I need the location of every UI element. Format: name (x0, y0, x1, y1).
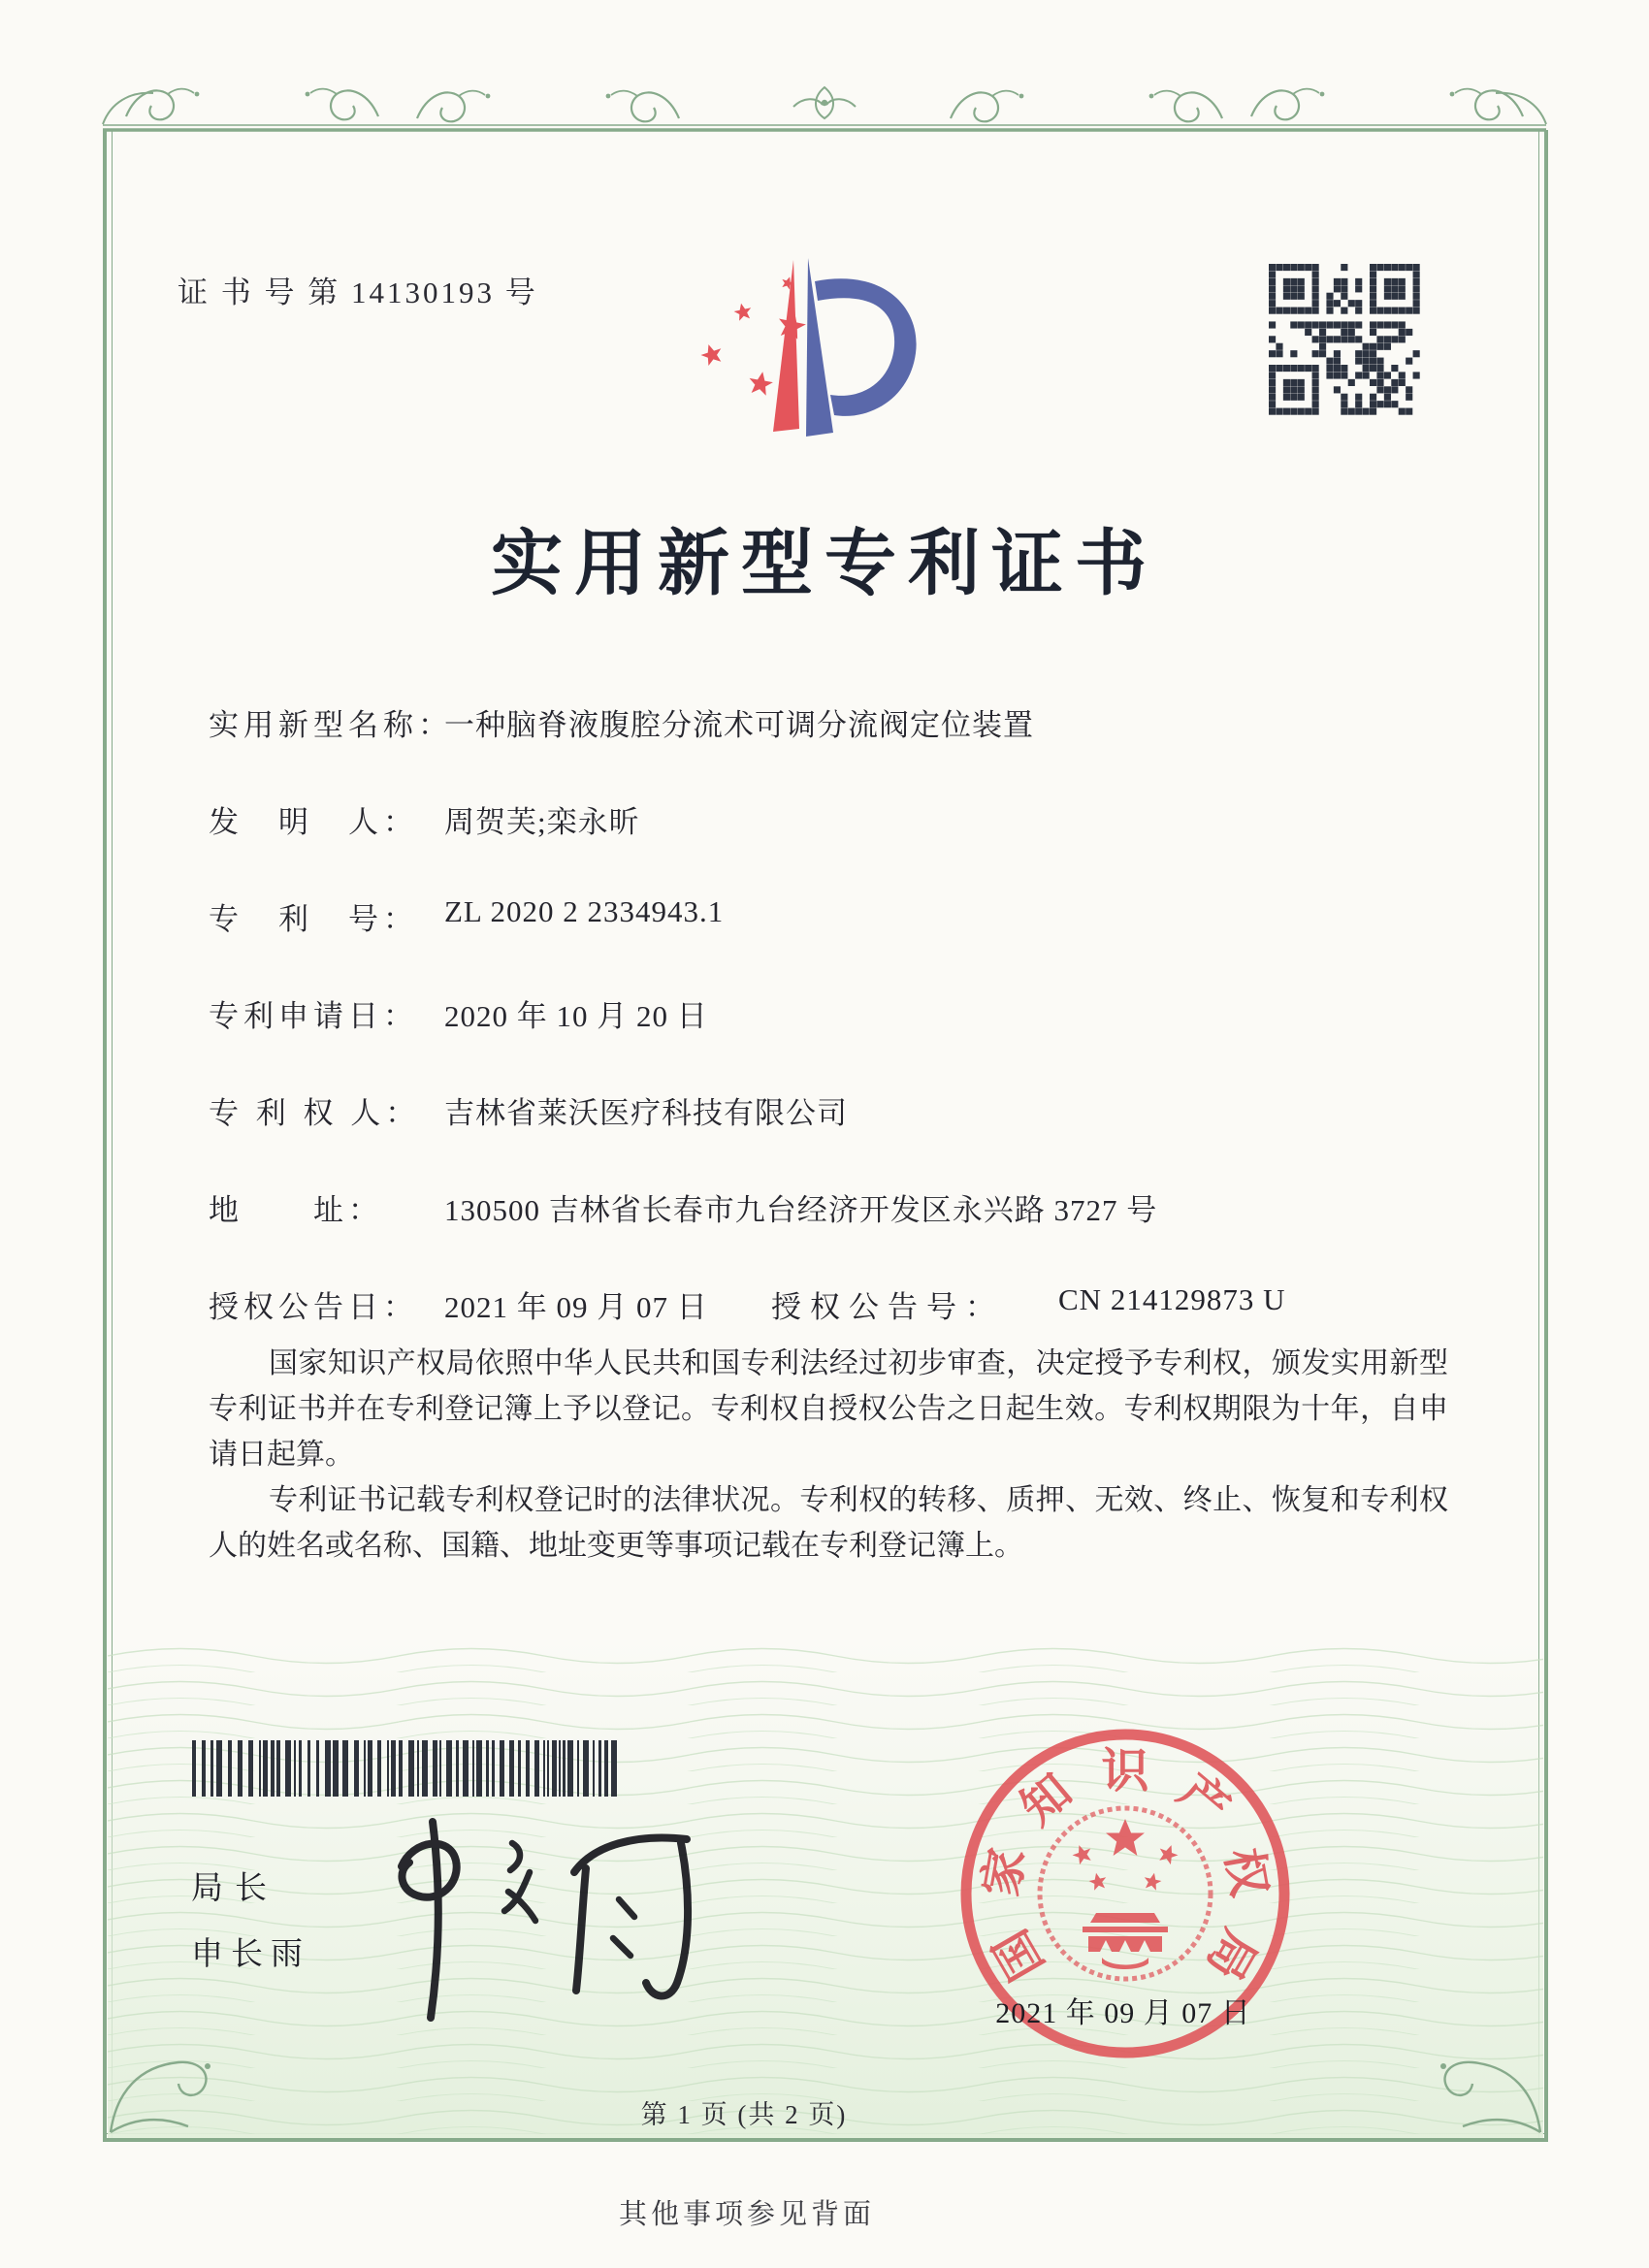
top-ornament-center (793, 87, 856, 118)
commissioner-signature (349, 1810, 718, 2024)
field-label: 授权公告号： (771, 1290, 1004, 1324)
field-patentee (209, 1088, 1470, 1131)
guilloche-background (108, 1639, 1543, 2138)
barcode (190, 1740, 627, 1797)
field-label: 授权公告日： (209, 1290, 418, 1324)
seal-emblem (1070, 1819, 1180, 1969)
field-patent-number (209, 894, 1470, 937)
field-value: 周贺芙;栾永昕 (444, 805, 640, 839)
field-label: 实用新型名称： (209, 708, 453, 742)
frame-right-outer (1544, 130, 1548, 2140)
legal-text (209, 1341, 1448, 1569)
field-value: 2021 年 09 月 07 日 (444, 1290, 708, 1324)
cnipa-logo (679, 252, 931, 446)
field-value: 一种脑脊液腹腔分流术可调分流阀定位装置 (444, 708, 1034, 742)
svg-text:产: 产 (1168, 1764, 1240, 1835)
field-value: ZL 2020 2 2334943.1 (444, 894, 725, 928)
page-number: 第 1 页 (共 2 页) (640, 2100, 848, 2129)
back-side-note: 其他事项参见背面 (618, 2199, 875, 2230)
field-label: 专利申请日： (209, 999, 418, 1033)
field-grant-date (209, 1282, 1470, 1325)
legal-paragraph-2: 专利证书记载专利权登记时的法律状况。专利权的转移、质押、无效、终止、恢复和专利权人的姓名或名称、国籍、地址变更等事项记载在专利登记簿上。 (209, 1484, 1448, 1562)
frame-bottom-outer (103, 2138, 1548, 2142)
commissioner-name: 申长雨 (191, 1937, 310, 1972)
field-value: CN 214129873 U (1058, 1282, 1286, 1316)
field-address (209, 1185, 1470, 1228)
svg-text:权: 权 (1215, 1844, 1277, 1900)
qr-code (1269, 264, 1420, 415)
svg-text:家: 家 (974, 1844, 1035, 1900)
seal-date: 2021 年 09 月 07 日 (995, 1997, 1251, 2029)
frame-left-outer (103, 130, 107, 2140)
field-filing-date (209, 991, 1470, 1034)
svg-text:识: 识 (1101, 1744, 1149, 1798)
certificate-title: 实用新型专利证书 (491, 525, 1158, 604)
field-value: 2020 年 10 月 20 日 (444, 999, 708, 1033)
svg-text:局: 局 (1196, 1921, 1267, 1990)
certificate-number: 证 书 号 第 14130193 号 (178, 275, 538, 309)
field-label: 地 址： (209, 1193, 383, 1227)
field-value: 吉林省莱沃医疗科技有限公司 (444, 1096, 848, 1130)
field-label: 发 明 人： (209, 805, 418, 839)
field-value: 130500 吉林省长春市九台经济开发区永兴路 3727 号 (444, 1193, 1158, 1227)
top-ornament-border (97, 74, 1552, 136)
field-label: 专 利 权 人： (209, 1096, 421, 1130)
field-label: 专 利 号： (209, 902, 418, 936)
commissioner-title: 局长 (191, 1871, 278, 1906)
field-inventor (209, 797, 1470, 840)
field-utility-model-name (209, 700, 1470, 743)
legal-paragraph-1: 国家知识产权局依照中华人民共和国专利法经过初步审查，决定授予专利权，颁发实用新型专利证书并在专利登记簿上予以登记。专利权自授权公告之日起生效。专利权期限为十年，自申请日起算。 (209, 1347, 1448, 1471)
svg-text:知: 知 (1011, 1764, 1083, 1835)
logo-blue-p (806, 258, 917, 437)
svg-text:国: 国 (984, 1921, 1054, 1990)
